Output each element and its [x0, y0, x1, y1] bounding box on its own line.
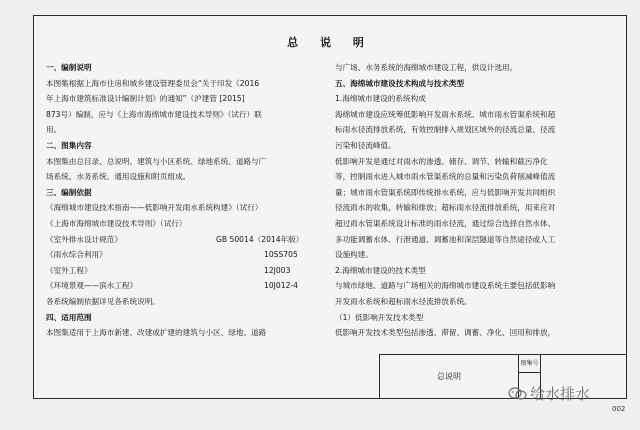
text-line: 与广场、水务系统的海绵城市建设工程，供设计选用。: [335, 63, 518, 72]
section-heading: 二、图集内容: [46, 140, 92, 150]
standard-row: [46, 263, 334, 279]
page-number: 002: [612, 405, 626, 413]
text-line: 《上海市海绵城市建设技术导则》（试行）: [46, 218, 187, 228]
standard-name: 《室外工程》: [46, 265, 92, 275]
text-line: 873号）编制，应与《上海市海绵城市建设技术导则》（试行）联: [46, 109, 262, 119]
text-line: 海绵城市建设应统筹低影响开发雨水系统、城市雨水管渠系统和超: [335, 109, 556, 119]
text-line: 与城市绿地、道路与广场相关的海绵城市建设系统主要包括低影响: [335, 281, 556, 291]
text-line: 标雨水径流排放系统，有效控制排入规划区域外的径流总量、径流: [335, 125, 556, 135]
text-line: 低影响开发技术类型包括渗透、滞留、调蓄、净化、回用和排放，: [335, 328, 556, 338]
text-line: 年上海市建筑标准设计编制计划》的通知”（沪建管 [2015]: [46, 94, 245, 104]
text-line: 污染和径流峰值。: [335, 140, 396, 150]
standard-row: [46, 278, 334, 294]
text-line: 本图集根据上海市住房和城乡建设管理委员会“关于印发《2016: [46, 78, 260, 88]
standard-name: 《雨水综合利用》: [46, 250, 107, 260]
text-line: 2.海绵城市建设的技术类型: [335, 265, 426, 275]
standard-name: 《环境景观——滨水工程》: [46, 281, 138, 291]
text-line: 径流雨水的收集、转输和排放；超标雨水径流排放系统，用来应对: [335, 203, 556, 213]
standard-code: 12J003: [264, 265, 291, 275]
text-line: 低影响开发是通过对雨水的渗透、储存、调节、转输和截污净化: [335, 156, 548, 166]
section-heading: 四、适用范围: [46, 312, 92, 322]
standard-row: [46, 247, 334, 263]
standard-code: 10SS705: [264, 250, 298, 260]
standard-row: [46, 232, 334, 248]
title-block-atlas-label: 图集号: [519, 355, 541, 373]
title-block-name: 总说明: [380, 355, 519, 399]
text-line: 量；城市雨水管渠系统即传统排水系统，应与低影响开发共同组织: [335, 187, 556, 197]
text-line: 本图集适用于上海市新建、改建或扩建的建筑与小区、绿地、道路: [46, 328, 267, 338]
right-column: [335, 60, 623, 341]
text-line: 开发雨水系统和超标雨水径流排放系统。: [335, 296, 472, 306]
text-line: （1）低影响开发技术类型: [335, 312, 424, 322]
wechat-icon: [508, 387, 527, 400]
standard-name: 《室外排水设计规范》: [46, 234, 122, 244]
text-line: 等，控制雨水进入城市雨水管渠系统的总量和污染负荷削减峰值流: [335, 172, 556, 182]
document-title: 总 说 明: [287, 36, 373, 49]
text-line: 用。: [46, 125, 62, 135]
text-line: 超过雨水管渠系统设计标准的雨水径流，通过综合选择自然水体、: [335, 218, 556, 228]
text-line: 设施构建。: [335, 250, 373, 260]
left-column: [46, 60, 334, 341]
text-line: 多功能调蓄水体、行泄通道、调蓄池和深层隧道等自然途径或人工: [335, 234, 556, 244]
section-heading: 五、海绵城市建设技术构成与技术类型: [335, 78, 465, 88]
text-line: 各系统编制依据详见各系统说明。: [46, 296, 160, 306]
watermark: [508, 383, 590, 404]
watermark-text: 给水排水: [530, 385, 591, 403]
section-heading: 三、编制依据: [46, 187, 92, 197]
section-heading: 一、编制说明: [46, 63, 92, 72]
text-line: 《海绵城市建设技术指南——低影响开发雨水系统构建》（试行）: [46, 203, 263, 213]
standard-code: GB 50014（2014年版）: [216, 234, 304, 244]
drawing-frame: [33, 15, 627, 399]
text-line: 1.海绵城市建设的系统构成: [335, 94, 426, 104]
text-line: 本图集由总目录、总说明、建筑与小区系统、绿地系统、道路与广: [46, 156, 267, 166]
standard-code: 10J012-4: [264, 281, 298, 291]
text-line: 场系统、水务系统、通用设施和附页组成。: [46, 172, 191, 182]
